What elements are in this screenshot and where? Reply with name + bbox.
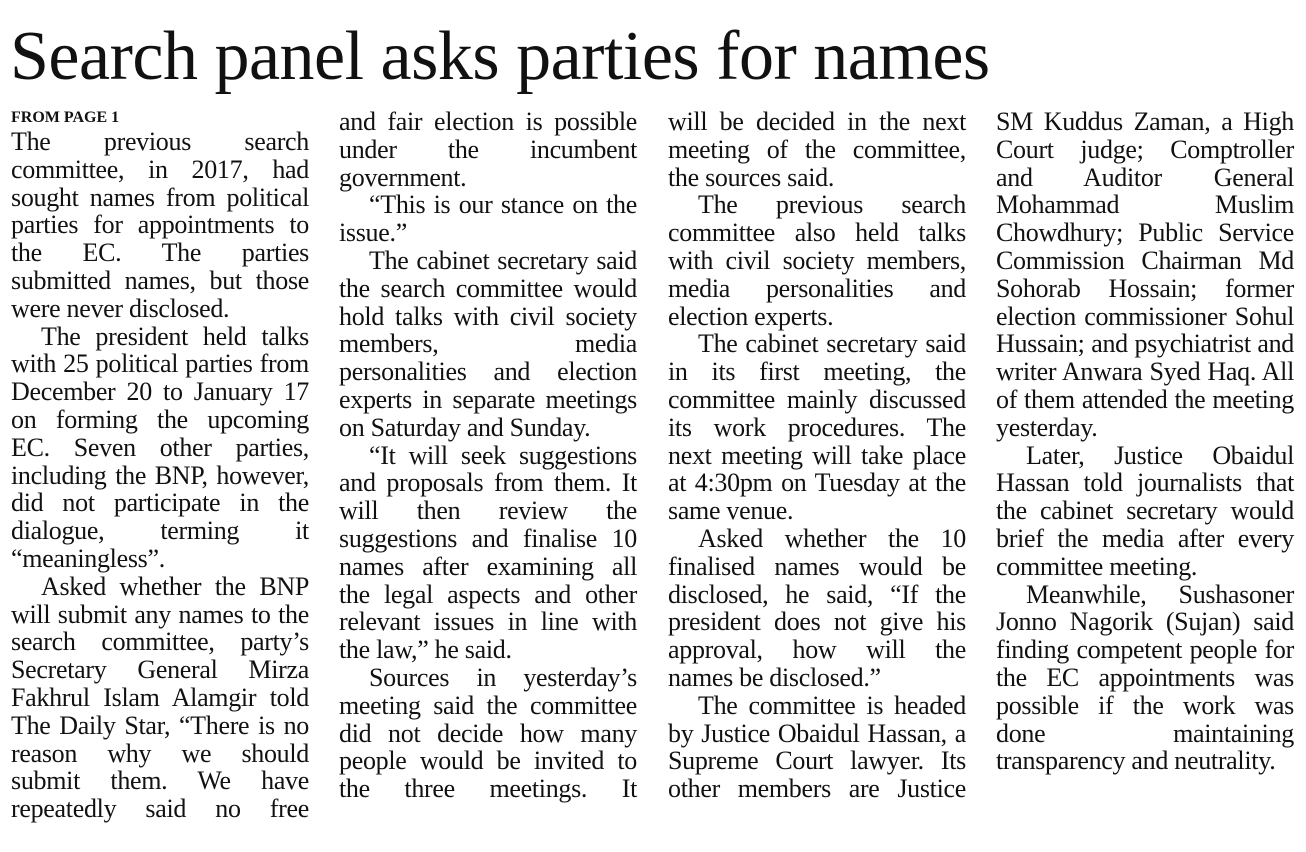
paragraph: The previous search committee, in 2017, had sought names from political parties for appointments to the EC. The parties submitted names, but those were never disclosed. bbox=[11, 127, 309, 323]
paragraph: and fair election is possible under the incumbent government. bbox=[339, 107, 637, 192]
paragraph: The previous search committee also held talks with civil society members, media personalities and election experts. bbox=[668, 190, 966, 331]
paragraph: The cabinet secretary said in its first meeting, the committee mainly discussed its work procedures. The next meeting will take place at 4:30pm on Tuesday at the same venue. bbox=[668, 329, 966, 526]
paragraph: Meanwhile, Sushasoner Jonno Nagorik (Sujan) said finding competent people for the EC appointments was possible if the work was done maintaining transparency and neutrality. bbox=[996, 579, 1294, 776]
paragraph: The cabinet secretary said the search committee would hold talks with civil society members, media personalities and election experts in separate meetings on Saturday and Sunday. bbox=[339, 245, 637, 442]
paragraph: SM Kuddus Zaman, a High Court judge; Comptroller and Auditor General Mohammad Muslim Chowdhury; Public Service Commission Chairman Md Sohorab Hossain; former election commissioner Sohul Hussain; and psychiatrist and writer Anwara Syed Haq. All of them attended the meeting yesterday. bbox=[996, 107, 1294, 442]
column-2 bbox=[339, 108, 637, 803]
headline: Search panel asks parties for names bbox=[10, 18, 990, 95]
paragraph: Sources in yesterday’s meeting said the committee did not decide how many people would be invited to the three meetings. It bbox=[339, 662, 637, 804]
paragraph: Asked whether the 10 finalised names would be disclosed, he said, “If the president does not give his approval, how will the names be disclosed.” bbox=[668, 523, 966, 692]
paragraph: “It will seek suggestions and proposals from them. It will then review the suggestions and finalise 10 names after examining all the legal aspects and other relevant issues in line with the law,” he said. bbox=[339, 440, 637, 665]
column-4 bbox=[996, 108, 1294, 775]
column-3 bbox=[668, 108, 966, 803]
paragraph: The president held talks with 25 political parties from December 20 to January 17 on forming the upcoming EC. Seven other parties, including the BNP, however, did not participate in the dialogue, terming it “meaningless”. bbox=[11, 321, 309, 573]
paragraph: Later, Justice Obaidul Hassan told journalists that the cabinet secretary would brief the media after every committee meeting. bbox=[996, 440, 1294, 581]
column-1 bbox=[11, 108, 309, 823]
paragraph: Asked whether the BNP will submit any names to the search committee, party’s Secretary General Mirza Fakhrul Islam Alamgir told The Daily Star, “There is no reason why we should submit them. We have repeatedly said no free bbox=[11, 571, 309, 824]
paragraph: “This is our stance on the issue.” bbox=[339, 190, 637, 248]
dateline: FROM PAGE 1 bbox=[11, 109, 120, 126]
paragraph: will be decided in the next meeting of the committee, the sources said. bbox=[668, 107, 966, 192]
paragraph: The committee is headed by Justice Obaidul Hassan, a Supreme Court lawyer. Its other members are Justice bbox=[668, 690, 966, 804]
